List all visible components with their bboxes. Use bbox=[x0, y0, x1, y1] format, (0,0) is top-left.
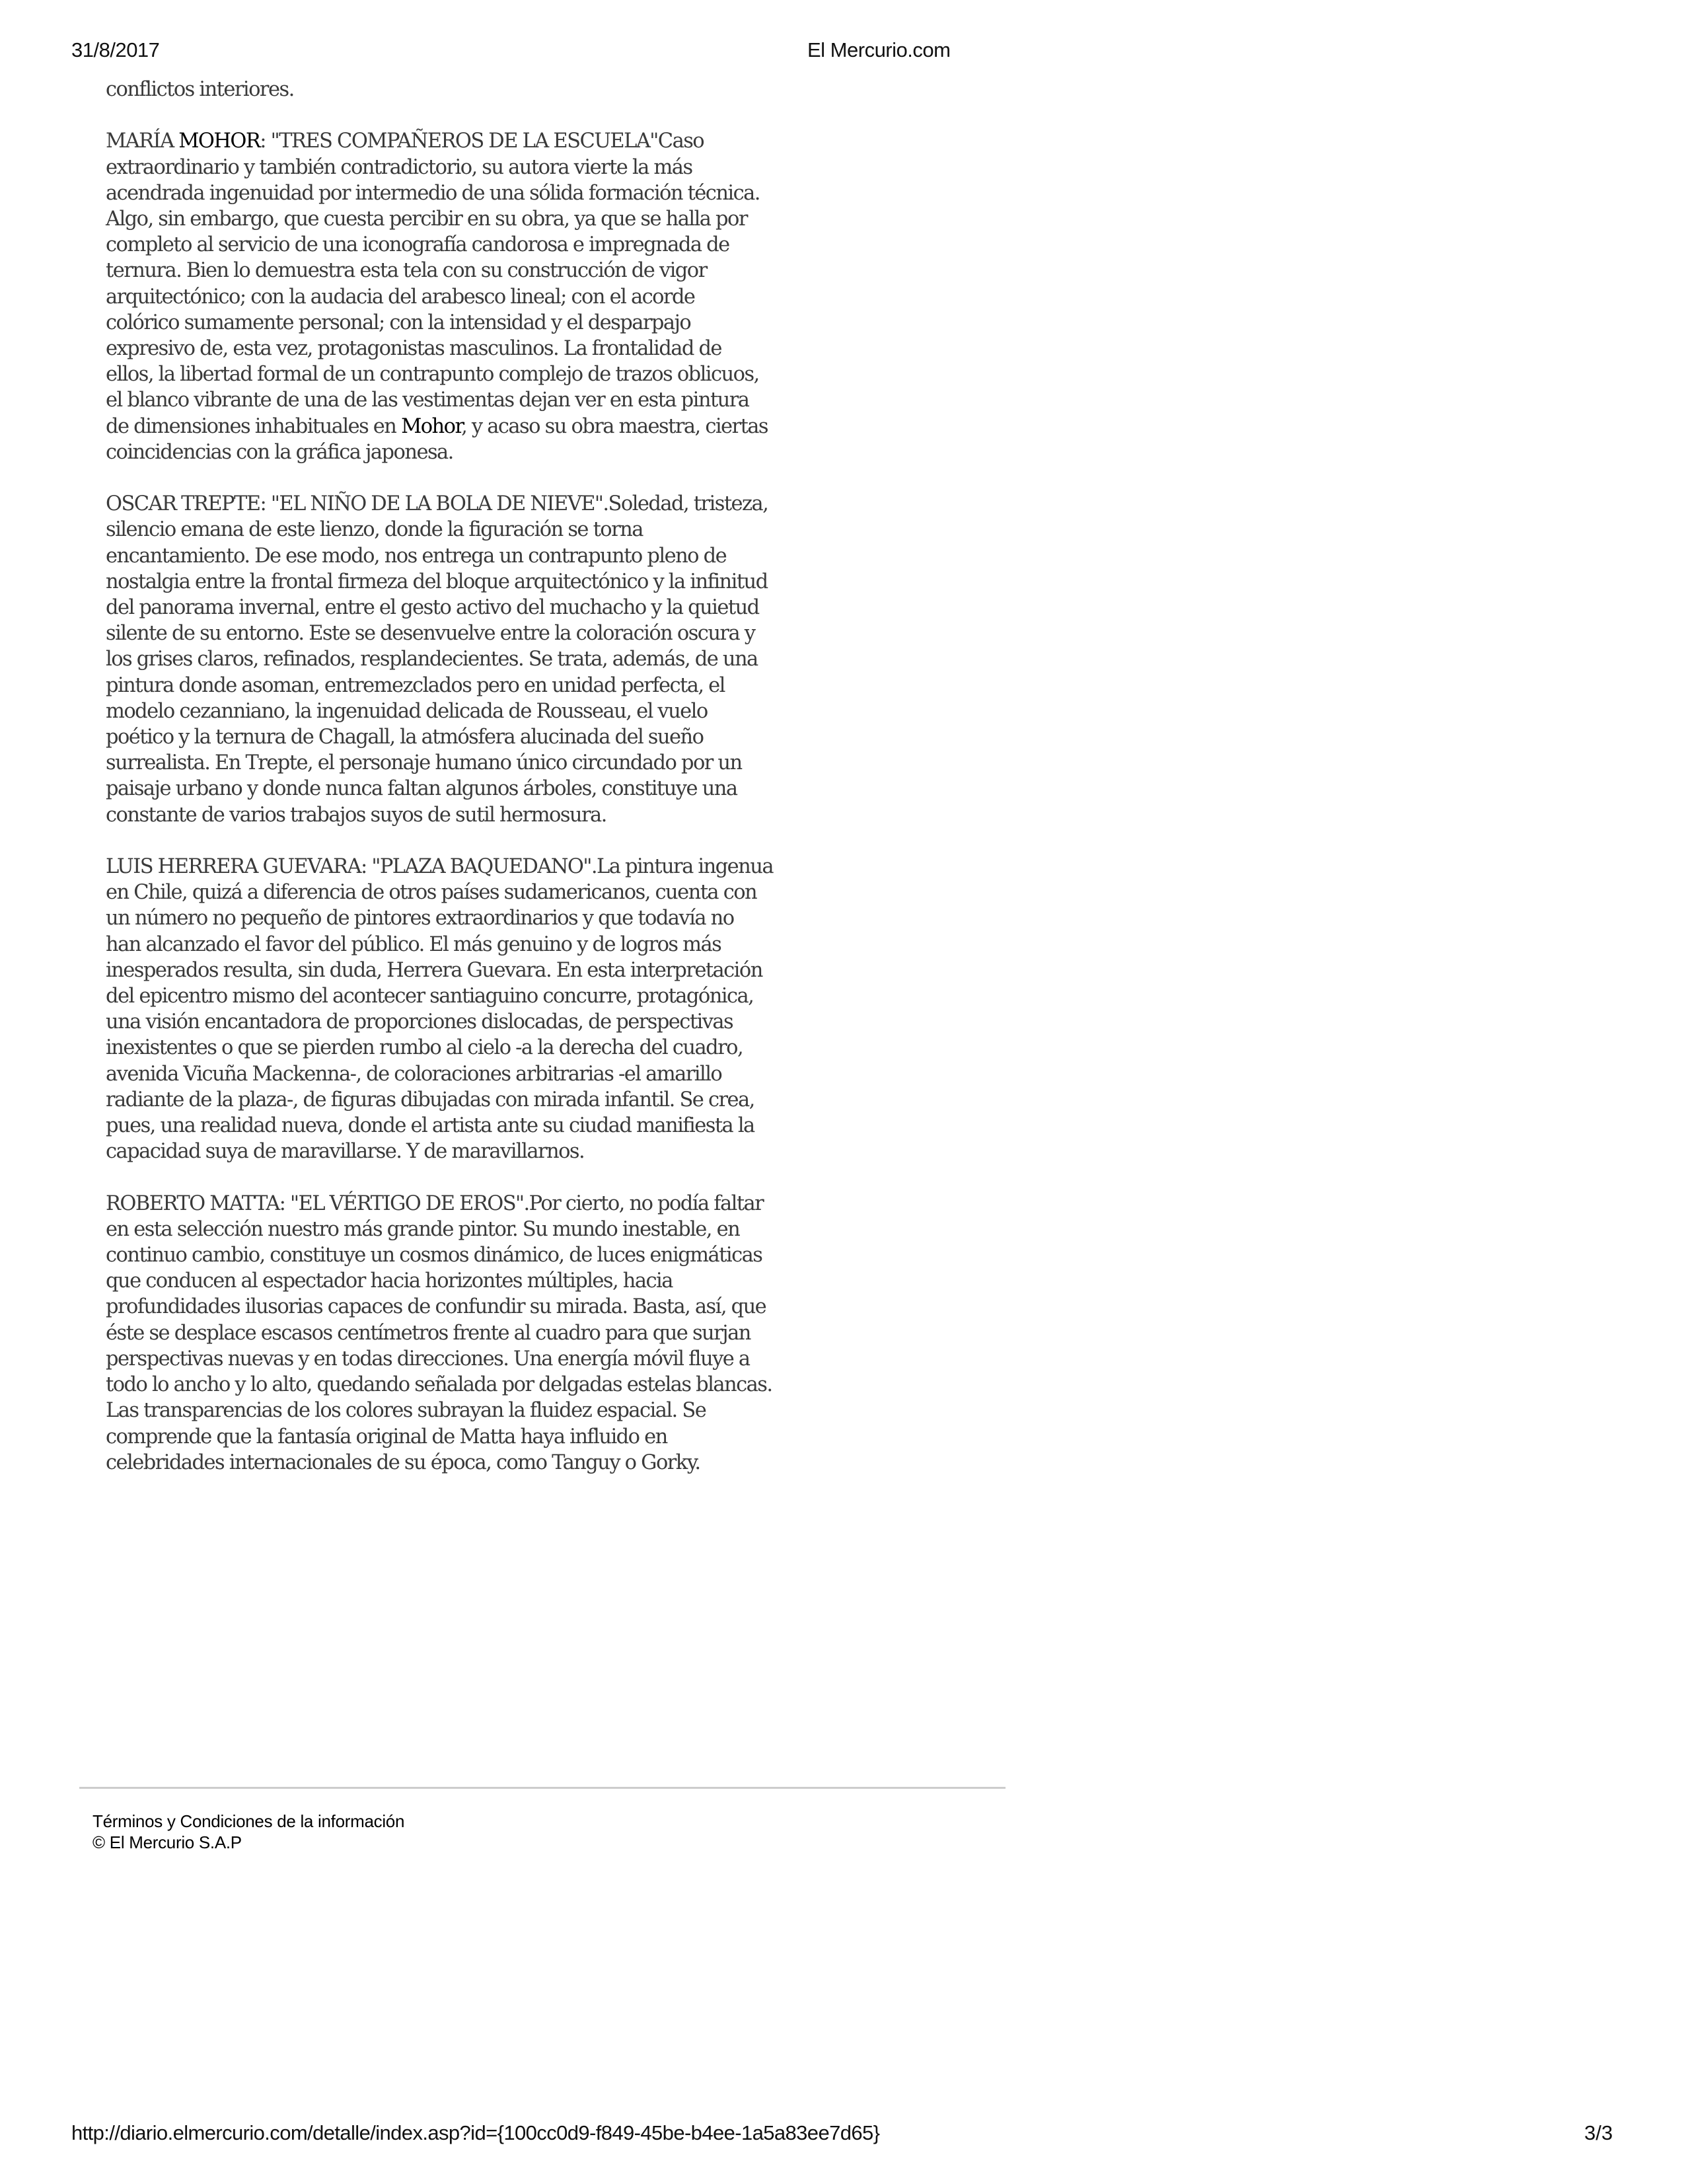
entry-heading: LUIS HERRERA GUEVARA: "PLAZA BAQUEDANO". bbox=[106, 855, 597, 879]
entry-heading: OSCAR TREPTE: "EL NIÑO DE LA BOLA DE NIEVE". bbox=[106, 492, 608, 516]
footer-divider bbox=[79, 1787, 1006, 1789]
entry-heading: ROBERTO MATTA: "EL VÉRTIGO DE EROS". bbox=[106, 1191, 529, 1215]
print-header-site-title: El Mercurio.com bbox=[807, 38, 951, 61]
entry-body: Por cierto, no podía faltar en esta selección nuestro más grande pintor. Su mundo inestable, en continuo cambio, constituye un cosmos dinámico, de luces enigmáticas que conducen al espectador hacia horizontes múltiples, hacia profundidades ilusorias capaces de confundir su mirada. Basta, así, que éste se desplace escasos centímetros frente al cuadro para que surjan perspectivas nuevas y en todas direcciones. Una energía móvil fluye a todo lo ancho y lo alto, quedando señalada por delgadas estelas blancas. Las transparencias de los colores subrayan la fluidez espacial. Se comprende que la fantasía original de Matta haya influido en celebridades internacionales de su época, como Tanguy o Gorky. bbox=[106, 1191, 772, 1474]
article-intro-fragment: conflictos interiores. bbox=[106, 78, 294, 101]
entry-heading-prefix: MARÍA bbox=[106, 130, 179, 153]
entry-body: Caso extraordinario y también contradictorio, su autora vierte la más acendrada ingenuidad por intermedio de una sólida formación técnica. Algo, sin embargo, que cuesta percibir en su obra, ya que se halla por completo al servicio de una iconografía candorosa e impregnada de ternura. Bien lo demuestra esta tela con su construcción de vigor arquitectónico; con la audacia del arabesco lineal; con el acorde colórico sumamente personal; con la intensidad y el desparpajo expresivo de, esta vez, protagonistas masculinos. La frontalidad de ellos, la libertad formal de un contrapunto complejo de trazos oblicuos, el blanco vibrante de una de las vestimentas dejan ver en esta pintura de dimensiones inhabituales en bbox=[106, 130, 760, 438]
print-header-date: 31/8/2017 bbox=[71, 38, 160, 61]
article-body bbox=[106, 77, 773, 1501]
entry-heading-suffix: : "TRES COMPAÑEROS DE LA ESCUELA" bbox=[260, 130, 658, 153]
entry-body: La pintura ingenua en Chile, quizá a diferencia de otros países sudamericanos, cuenta con un número no pequeño de pintores extraordinarios y que todavía no han alcanzado el favor del público. El más genuino y de logros más inesperados resulta, sin duda, Herrera Guevara. En esta interpretación del epicentro mismo del acontecer santiaguino concurre, protagónica, una visión encantadora de proporciones dislocadas, de perspectivas inexistentes o que se pierden rumbo al cielo -a la derecha del cuadro, avenida Vicuña Mackenna-, de coloraciones arbitrarias -el amarillo radiante de la plaza-, de figuras dibujadas con mirada infantil. Se crea, pues, una realidad nueva, donde el artista ante su ciudad manifiesta la capacidad suya de maravillarse. Y de maravillarnos. bbox=[106, 855, 773, 1164]
highlighted-keyword: MOHOR bbox=[178, 130, 260, 153]
highlighted-keyword: Mohor bbox=[401, 414, 462, 438]
site-footer bbox=[92, 1811, 404, 1853]
print-footer-url: http://diario.elmercurio.com/detalle/index.asp?id={100cc0d9-f849-45be-b4ee-1a5a83ee7d65} bbox=[71, 2121, 880, 2144]
artwork-entry-trepte bbox=[106, 491, 773, 828]
copyright-notice: © El Mercurio S.A.P bbox=[92, 1832, 242, 1852]
artwork-entry-herrera-guevara bbox=[106, 854, 773, 1164]
entry-body-continued: , y acaso su obra maestra, ciertas coincidencias con la gráfica japonesa. bbox=[106, 414, 768, 464]
terms-and-conditions-link[interactable]: Términos y Condiciones de la información bbox=[92, 1811, 405, 1831]
print-footer-page-indicator: 3/3 bbox=[1584, 2121, 1613, 2144]
entry-body: Soledad, tristeza, silencio emana de este lienzo, donde la figuración se torna encantamiento. De ese modo, nos entrega un contrapunto pleno de nostalgia entre la frontal firmeza del bloque arquitectónico y la infinitud del panorama invernal, entre el gesto activo del muchacho y la quietud silente de su entorno. Este se desenvuelve entre la coloración oscura y los grises claros, refinados, resplandecientes. Se trata, además, de una pintura donde asoman, entremezclados pero en unidad perfecta, el modelo cezanniano, la ingenuidad delicada de Rousseau, el vuelo poético y la ternura de Chagall, la atmósfera alucinada del sueño surrealista. En Trepte, el personaje humano único circundado por un paisaje urbano y donde nunca faltan algunos árboles, constituye una constante de varios trabajos suyos de sutil hermosura. bbox=[106, 492, 768, 827]
artwork-entry-matta bbox=[106, 1191, 773, 1476]
artwork-entry-mohor bbox=[106, 128, 773, 465]
